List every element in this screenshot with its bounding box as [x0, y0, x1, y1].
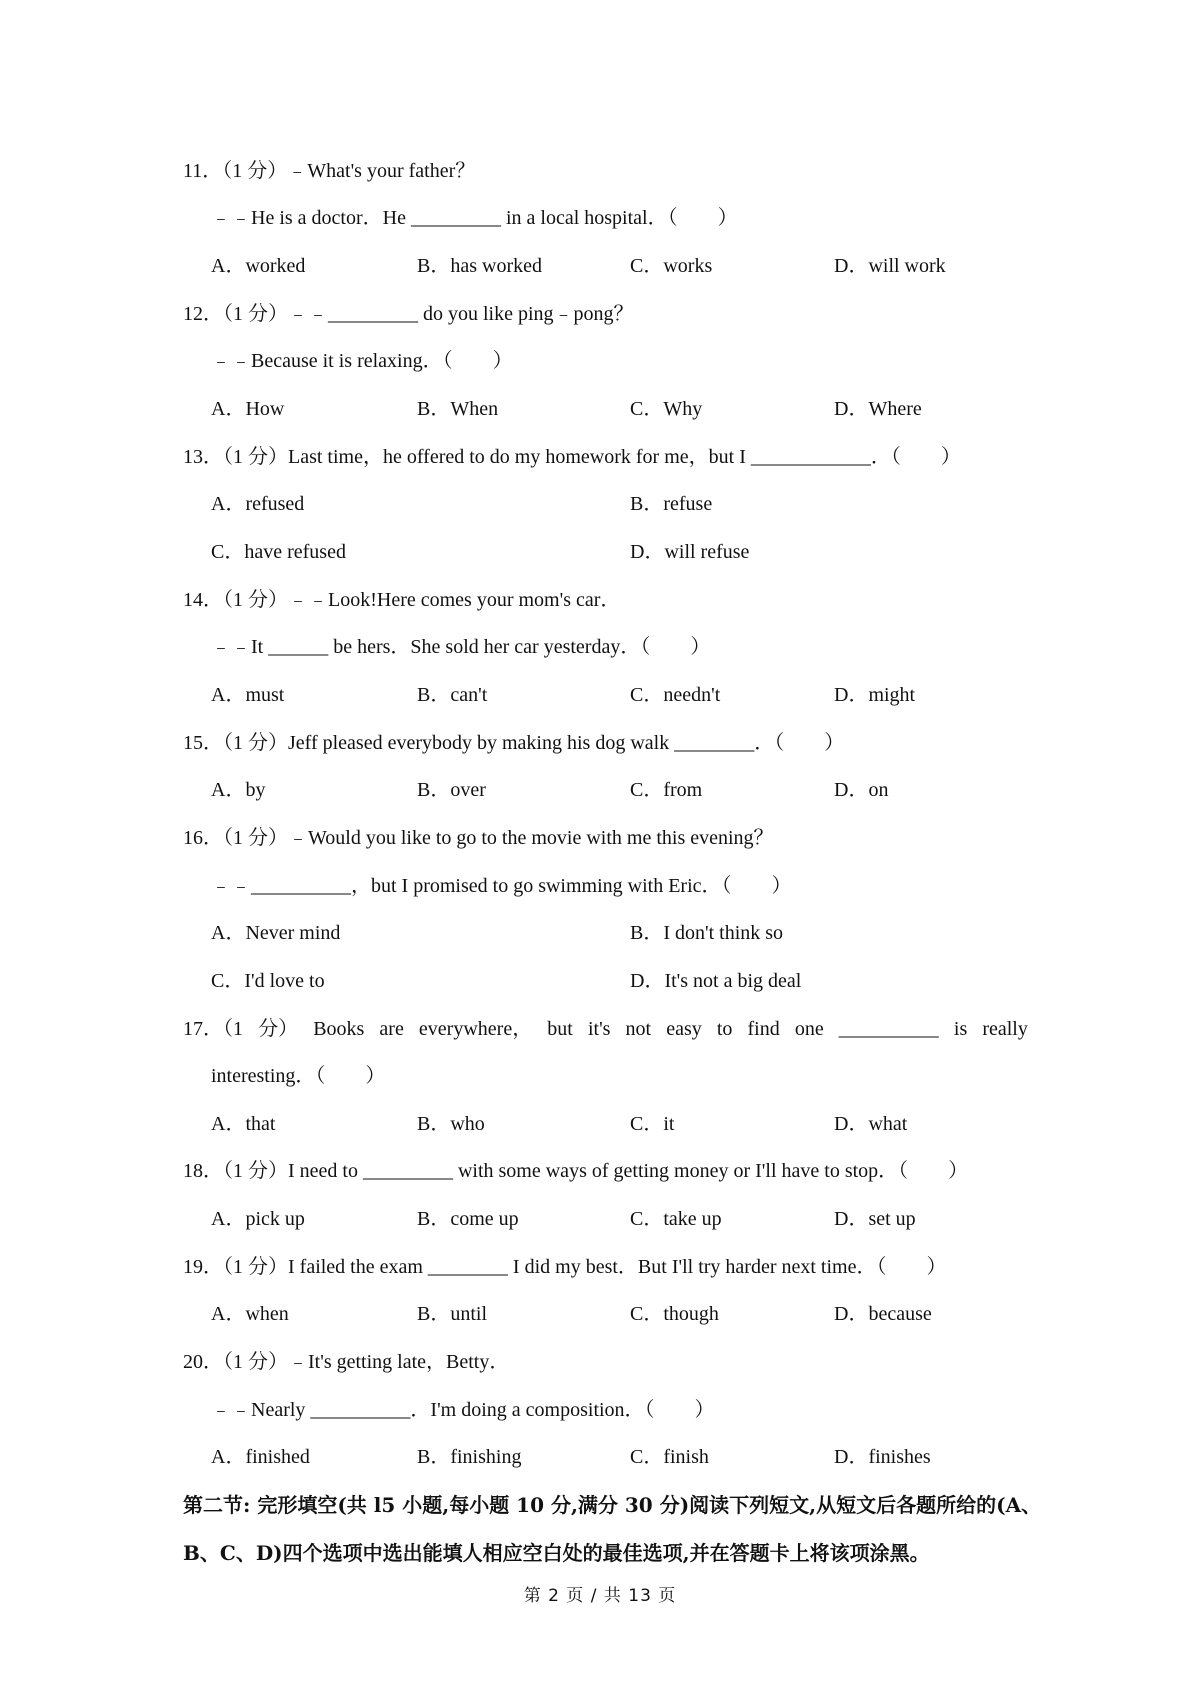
question-17-word: to	[716, 1018, 733, 1040]
question-16-option-b: B．I don't think so	[630, 922, 784, 944]
question-20-option-c: C．finish	[630, 1446, 709, 1468]
question-17-word: find	[747, 1018, 780, 1040]
question-12-option-a: A．How	[211, 398, 285, 420]
question-19-option-a: A．when	[211, 1303, 289, 1325]
question-12-stem: 12．（1 分）﹣﹣_________ do you like ping﹣pong？	[183, 303, 634, 325]
question-15-option-c: C．from	[630, 779, 703, 801]
question-17-word: easy	[666, 1018, 702, 1040]
question-20-option-a: A．finished	[211, 1446, 310, 1468]
question-17-word: are	[379, 1018, 404, 1040]
question-11-option-c: C．works	[630, 255, 713, 277]
question-17-blank: __________	[838, 1018, 939, 1040]
question-13-option-a: A．refused	[211, 493, 305, 515]
question-18-option-d: D．set up	[834, 1208, 916, 1230]
question-14-option-d: D．might	[834, 684, 916, 706]
question-17-word: everywhere，	[418, 1018, 533, 1040]
question-18-stem: 18．（1 分）I need to _________ with some ways of getting money or I'll have to stop．（ ）	[183, 1160, 969, 1182]
question-17-word: not	[625, 1018, 652, 1040]
question-18-option-b: B．come up	[417, 1208, 519, 1230]
question-11-stem: 11．（1 分）﹣What's your father？	[183, 160, 476, 182]
question-17-option-a: A．that	[211, 1113, 276, 1135]
section-two-instructions-line1: 第二节: 完形填空(共 l5 小题,每小题 10 分,满分 30 分)阅读下列短文,从短文后各题所给的(A、	[183, 1493, 1042, 1517]
question-17-option-c: C．it	[630, 1113, 675, 1135]
question-19-option-b: B．until	[417, 1303, 488, 1325]
question-11-option-a: A．worked	[211, 255, 306, 277]
question-15-option-d: D．on	[834, 779, 889, 801]
question-14-stem: 14．（1 分）﹣﹣Look!Here comes your mom's car．	[183, 589, 621, 611]
question-17-word: Books	[313, 1018, 365, 1040]
question-19-option-c: C．though	[630, 1303, 719, 1325]
question-17-word: really	[982, 1018, 1028, 1040]
question-13-option-d: D．will refuse	[630, 541, 750, 563]
question-16-stem: 16．（1 分）﹣Would you like to go to the movie with me this evening？	[183, 827, 774, 849]
question-12-dialog: ﹣﹣Because it is relaxing．（ ）	[211, 350, 513, 372]
question-20-option-b: B．finishing	[417, 1446, 522, 1468]
question-16-option-a: A．Never mind	[211, 922, 341, 944]
question-19-option-d: D．because	[834, 1303, 932, 1325]
page-number-footer: 第 2 页 / 共 13 页	[523, 1586, 677, 1606]
section-two-instructions-line2: B、C、D)四个选项中选出能填人相应空白处的最佳选项,并在答题卡上将该项涂黑。	[183, 1541, 930, 1565]
question-17-option-b: B．who	[417, 1113, 485, 1135]
question-12-option-c: C．Why	[630, 398, 703, 420]
question-20-dialog: ﹣﹣Nearly __________．I'm doing a composition．（ ）	[211, 1399, 715, 1421]
question-15-stem: 15．（1 分）Jeff pleased everybody by making his dog walk ________．（ ）	[183, 732, 845, 754]
question-18-option-a: A．pick up	[211, 1208, 305, 1230]
question-20-option-d: D．finishes	[834, 1446, 931, 1468]
question-17-stem	[183, 1017, 1028, 1041]
question-15-option-a: A．by	[211, 779, 266, 801]
question-17-word: is	[953, 1018, 968, 1040]
question-13-stem: 13．（1 分）Last time，he offered to do my homework for me，but I ____________．（ ）	[183, 446, 961, 468]
question-13-option-c: C．have refused	[211, 541, 346, 563]
question-14-dialog: ﹣﹣It ______ be hers．She sold her car yesterday．（ ）	[211, 636, 711, 658]
question-14-option-a: A．must	[211, 684, 285, 706]
question-14-option-b: B．can't	[417, 684, 488, 706]
question-16-option-c: C．I'd love to	[211, 970, 325, 992]
question-17-word: one	[794, 1018, 824, 1040]
question-15-option-b: B．over	[417, 779, 486, 801]
question-17-word: 分）	[258, 1018, 299, 1040]
question-13-option-b: B．refuse	[630, 493, 713, 515]
question-16-option-d: D．It's not a big deal	[630, 970, 802, 992]
question-19-stem: 19．（1 分）I failed the exam ________ I did my best．But I'll try harder next time．（ ）	[183, 1256, 947, 1278]
question-11-dialog: ﹣﹣He is a doctor．He _________ in a local hospital．（ ）	[211, 207, 738, 229]
question-17-word: 17．（1	[183, 1018, 243, 1040]
question-11-option-b: B．has worked	[417, 255, 542, 277]
question-17-word: it's	[587, 1018, 611, 1040]
question-17-option-d: D．what	[834, 1113, 908, 1135]
question-12-option-d: D．Where	[834, 398, 922, 420]
question-20-stem: 20．（1 分）﹣It's getting late，Betty．	[183, 1351, 510, 1373]
question-16-dialog: ﹣﹣__________，but I promised to go swimming with Eric．（ ）	[211, 875, 792, 897]
question-14-option-c: C．needn't	[630, 684, 721, 706]
question-12-option-b: B．When	[417, 398, 499, 420]
question-17-word: but	[547, 1018, 573, 1040]
question-17-continuation: interesting．（ ）	[211, 1065, 386, 1087]
question-18-option-c: C．take up	[630, 1208, 722, 1230]
question-11-option-d: D．will work	[834, 255, 946, 277]
